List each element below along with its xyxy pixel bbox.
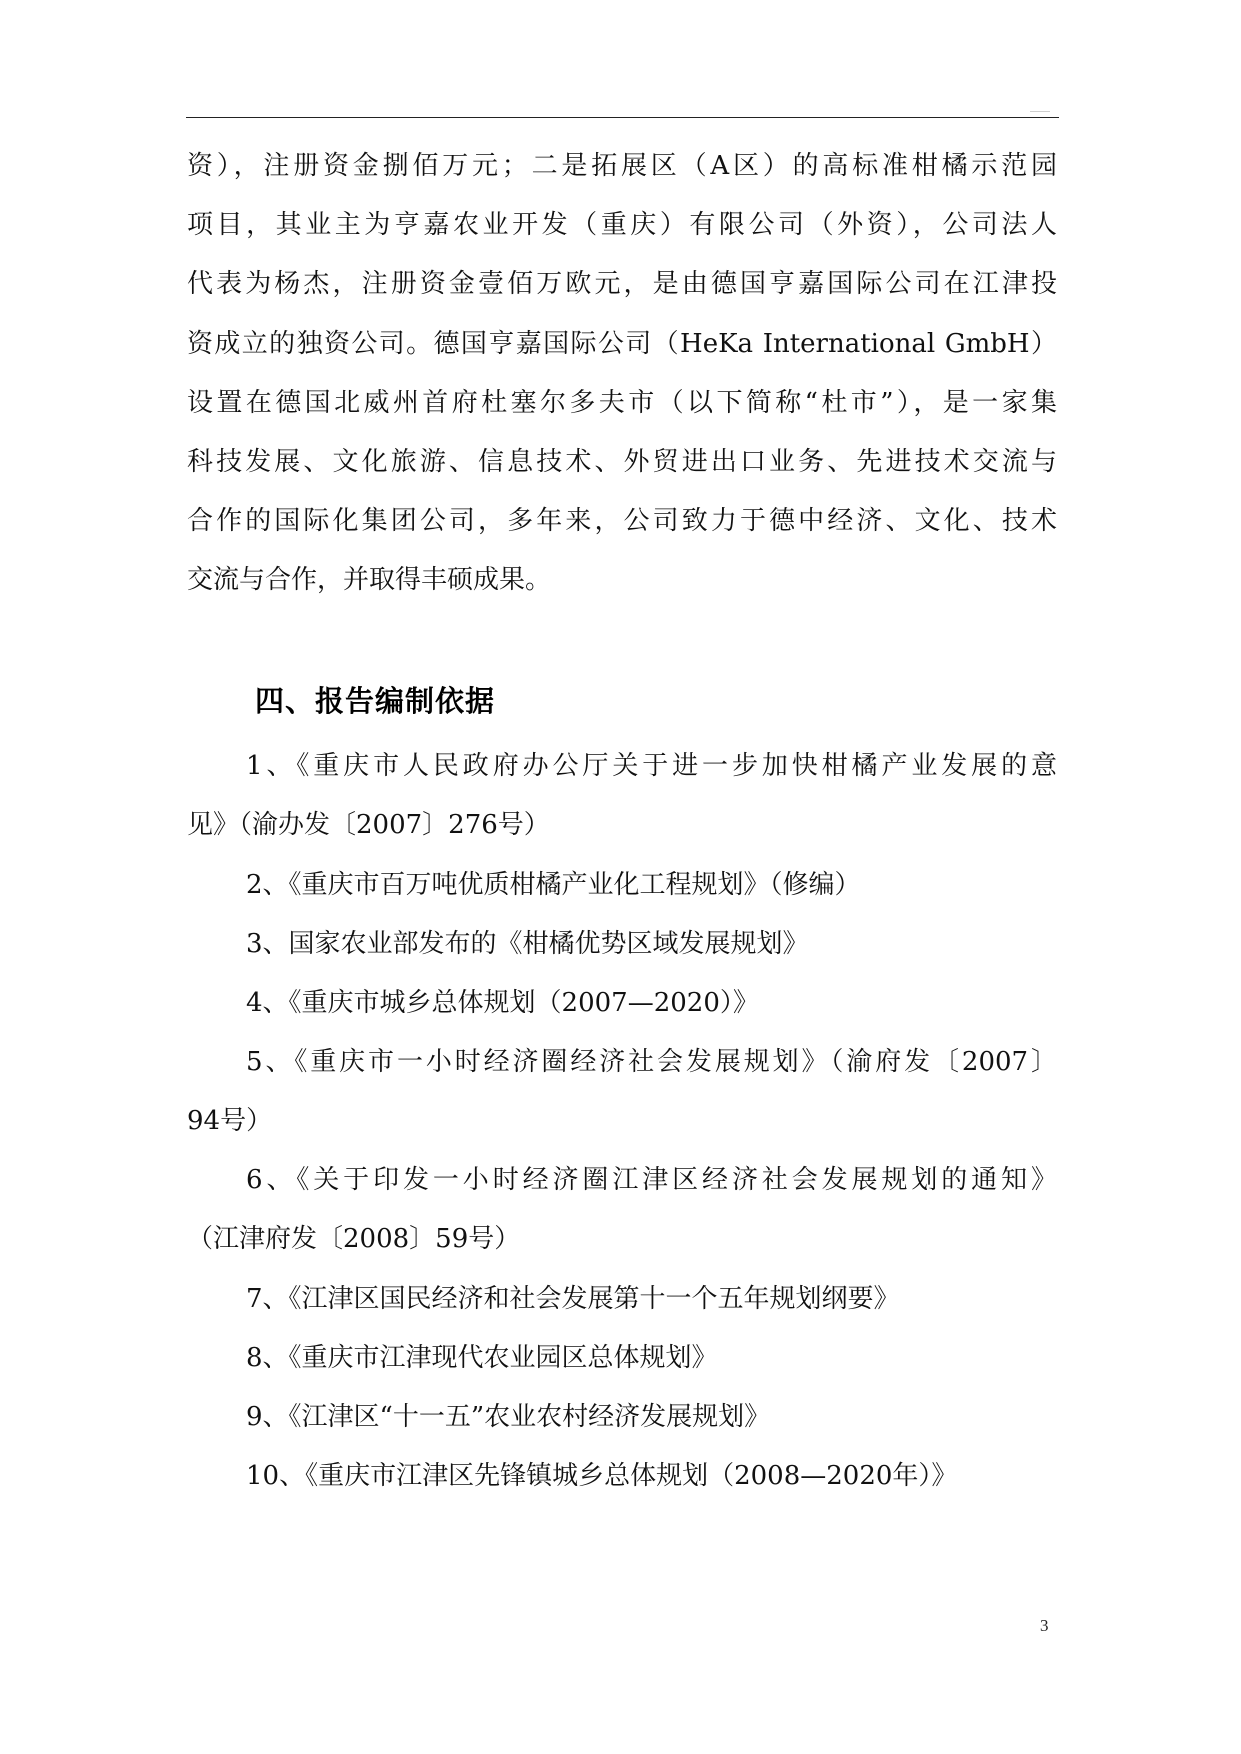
paragraph-line: 科技发展、文化旅游、信息技术、外贸进出口业务、先进技术交流与 [187, 447, 1057, 477]
paragraph-line: 资成立的独资公司。德国亨嘉国际公司（HeKa International GmbH） [187, 329, 1057, 359]
reference-item: 6、《关于印发一小时经济圈江津区经济社会发展规划的通知》 [246, 1165, 1057, 1195]
reference-item: 9、《江津区“十一五”农业农村经济发展规划》 [246, 1402, 771, 1432]
header-mark [1030, 111, 1050, 112]
paragraph-line: 资），注册资金捌佰万元；二是拓展区（A区）的高标准柑橘示范园 [187, 151, 1057, 181]
reference-item: 3、国家农业部发布的《柑橘优势区域发展规划》 [246, 929, 809, 959]
reference-item: 2、《重庆市百万吨优质柑橘产业化工程规划》（修编） [246, 870, 861, 900]
paragraph-line: 项目，其业主为亨嘉农业开发（重庆）有限公司（外资），公司法人 [187, 210, 1057, 240]
paragraph-line: 交流与合作，并取得丰硕成果。 [187, 565, 552, 595]
reference-item: 7、《江津区国民经济和社会发展第十一个五年规划纲要》 [246, 1284, 900, 1314]
reference-item-continuation: 见》（渝办发〔2007〕276号） [187, 810, 550, 840]
paragraph-line: 代表为杨杰，注册资金壹佰万欧元，是由德国亨嘉国际公司在江津投 [187, 269, 1057, 299]
reference-item: 10、《重庆市江津区先锋镇城乡总体规划（2008—2020年）》 [246, 1461, 958, 1491]
reference-item-continuation: （江津府发〔2008〕59号） [187, 1224, 521, 1254]
reference-item: 8、《重庆市江津现代农业园区总体规划》 [246, 1343, 718, 1373]
reference-item: 1、《重庆市人民政府办公厅关于进一步加快柑橘产业发展的意 [246, 751, 1057, 781]
page-header-rule [186, 117, 1059, 118]
section-heading: 四、报告编制依据 [255, 684, 496, 718]
reference-item: 4、《重庆市城乡总体规划（2007—2020）》 [246, 988, 759, 1018]
page-number: 3 [1040, 1616, 1049, 1635]
paragraph-line: 设置在德国北威州首府杜塞尔多夫市（以下简称“杜市”），是一家集 [187, 388, 1057, 418]
reference-item: 5、《重庆市一小时经济圈经济社会发展规划》（渝府发〔2007〕 [246, 1047, 1057, 1077]
reference-item-continuation: 94号） [187, 1106, 273, 1136]
paragraph-line: 合作的国际化集团公司，多年来，公司致力于德中经济、文化、技术 [187, 506, 1057, 536]
